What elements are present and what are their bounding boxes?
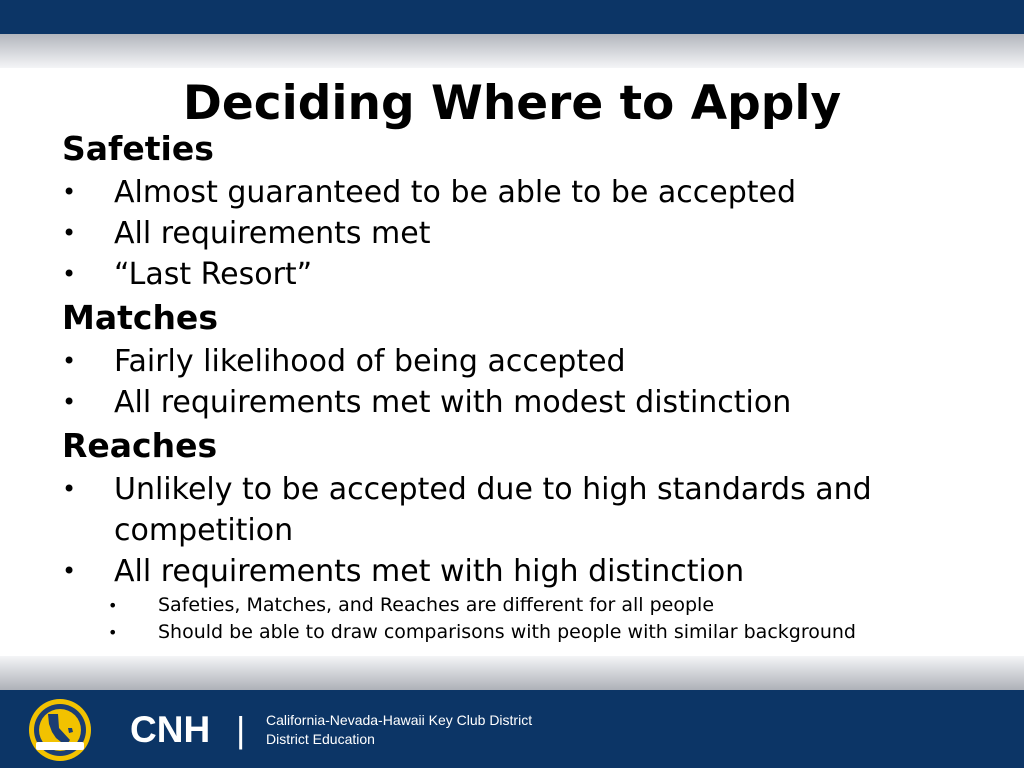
top-gradient-band xyxy=(0,34,1024,68)
section-matches xyxy=(62,295,1002,423)
bullet-list-safeties xyxy=(62,172,1002,295)
bullet-item xyxy=(62,213,1002,254)
key-club-logo-icon xyxy=(28,698,92,762)
bullet-item xyxy=(62,469,1002,551)
bullet-item xyxy=(62,341,1002,382)
bullet-item xyxy=(62,551,1002,592)
footer-divider: | xyxy=(236,709,246,750)
footer-org-name: California-Nevada-Hawaii Key Club District xyxy=(266,712,533,728)
slide-title: Deciding Where to Apply xyxy=(182,76,842,131)
bullet-list-matches xyxy=(62,341,1002,423)
bullet-dot-icon: • xyxy=(108,596,118,615)
section-reaches xyxy=(62,423,1002,646)
bullet-text: All requirements met with modest distinction xyxy=(114,385,792,420)
bullet-item xyxy=(62,172,1002,213)
section-heading-safeties: Safeties xyxy=(62,129,214,168)
section-heading-reaches: Reaches xyxy=(62,426,218,465)
bullet-item xyxy=(62,254,1002,295)
sub-bullet-item xyxy=(62,619,1002,646)
bullet-dot-icon: • xyxy=(62,475,77,503)
sub-bullet-text: Should be able to draw comparisons with people with similar background xyxy=(158,621,856,643)
org-abbreviation: CNH xyxy=(130,709,211,750)
sub-bullet-list xyxy=(62,592,1002,646)
bottom-gradient-band xyxy=(0,656,1024,690)
bullet-dot-icon: • xyxy=(62,347,77,375)
bullet-text: Almost guaranteed to be able to be accepted xyxy=(114,175,797,210)
bullet-dot-icon: • xyxy=(62,219,77,247)
footer-department: District Education xyxy=(266,731,375,747)
bullet-item xyxy=(62,382,1002,423)
footer-bar xyxy=(0,690,1024,768)
bullet-text: All requirements met xyxy=(114,216,431,251)
bullet-dot-icon: • xyxy=(62,260,77,288)
bullet-text: Unlikely to be accepted due to high standards and competition xyxy=(114,472,872,548)
bullet-dot-icon: • xyxy=(62,178,77,206)
sub-bullet-item xyxy=(62,592,1002,619)
section-heading-matches: Matches xyxy=(62,298,218,337)
top-banner-bar xyxy=(0,0,1024,34)
bullet-text: “Last Resort” xyxy=(114,257,313,292)
section-safeties xyxy=(62,126,1002,295)
bullet-dot-icon: • xyxy=(108,623,118,642)
footer-description xyxy=(266,711,532,749)
slide-content xyxy=(62,126,1002,646)
bullet-dot-icon: • xyxy=(62,388,77,416)
bullet-list-reaches xyxy=(62,469,1002,592)
sub-bullet-text: Safeties, Matches, and Reaches are different for all people xyxy=(158,594,715,616)
bullet-text: Fairly likelihood of being accepted xyxy=(114,344,626,379)
bullet-text: All requirements met with high distinction xyxy=(114,554,745,589)
bullet-dot-icon: • xyxy=(62,557,77,585)
